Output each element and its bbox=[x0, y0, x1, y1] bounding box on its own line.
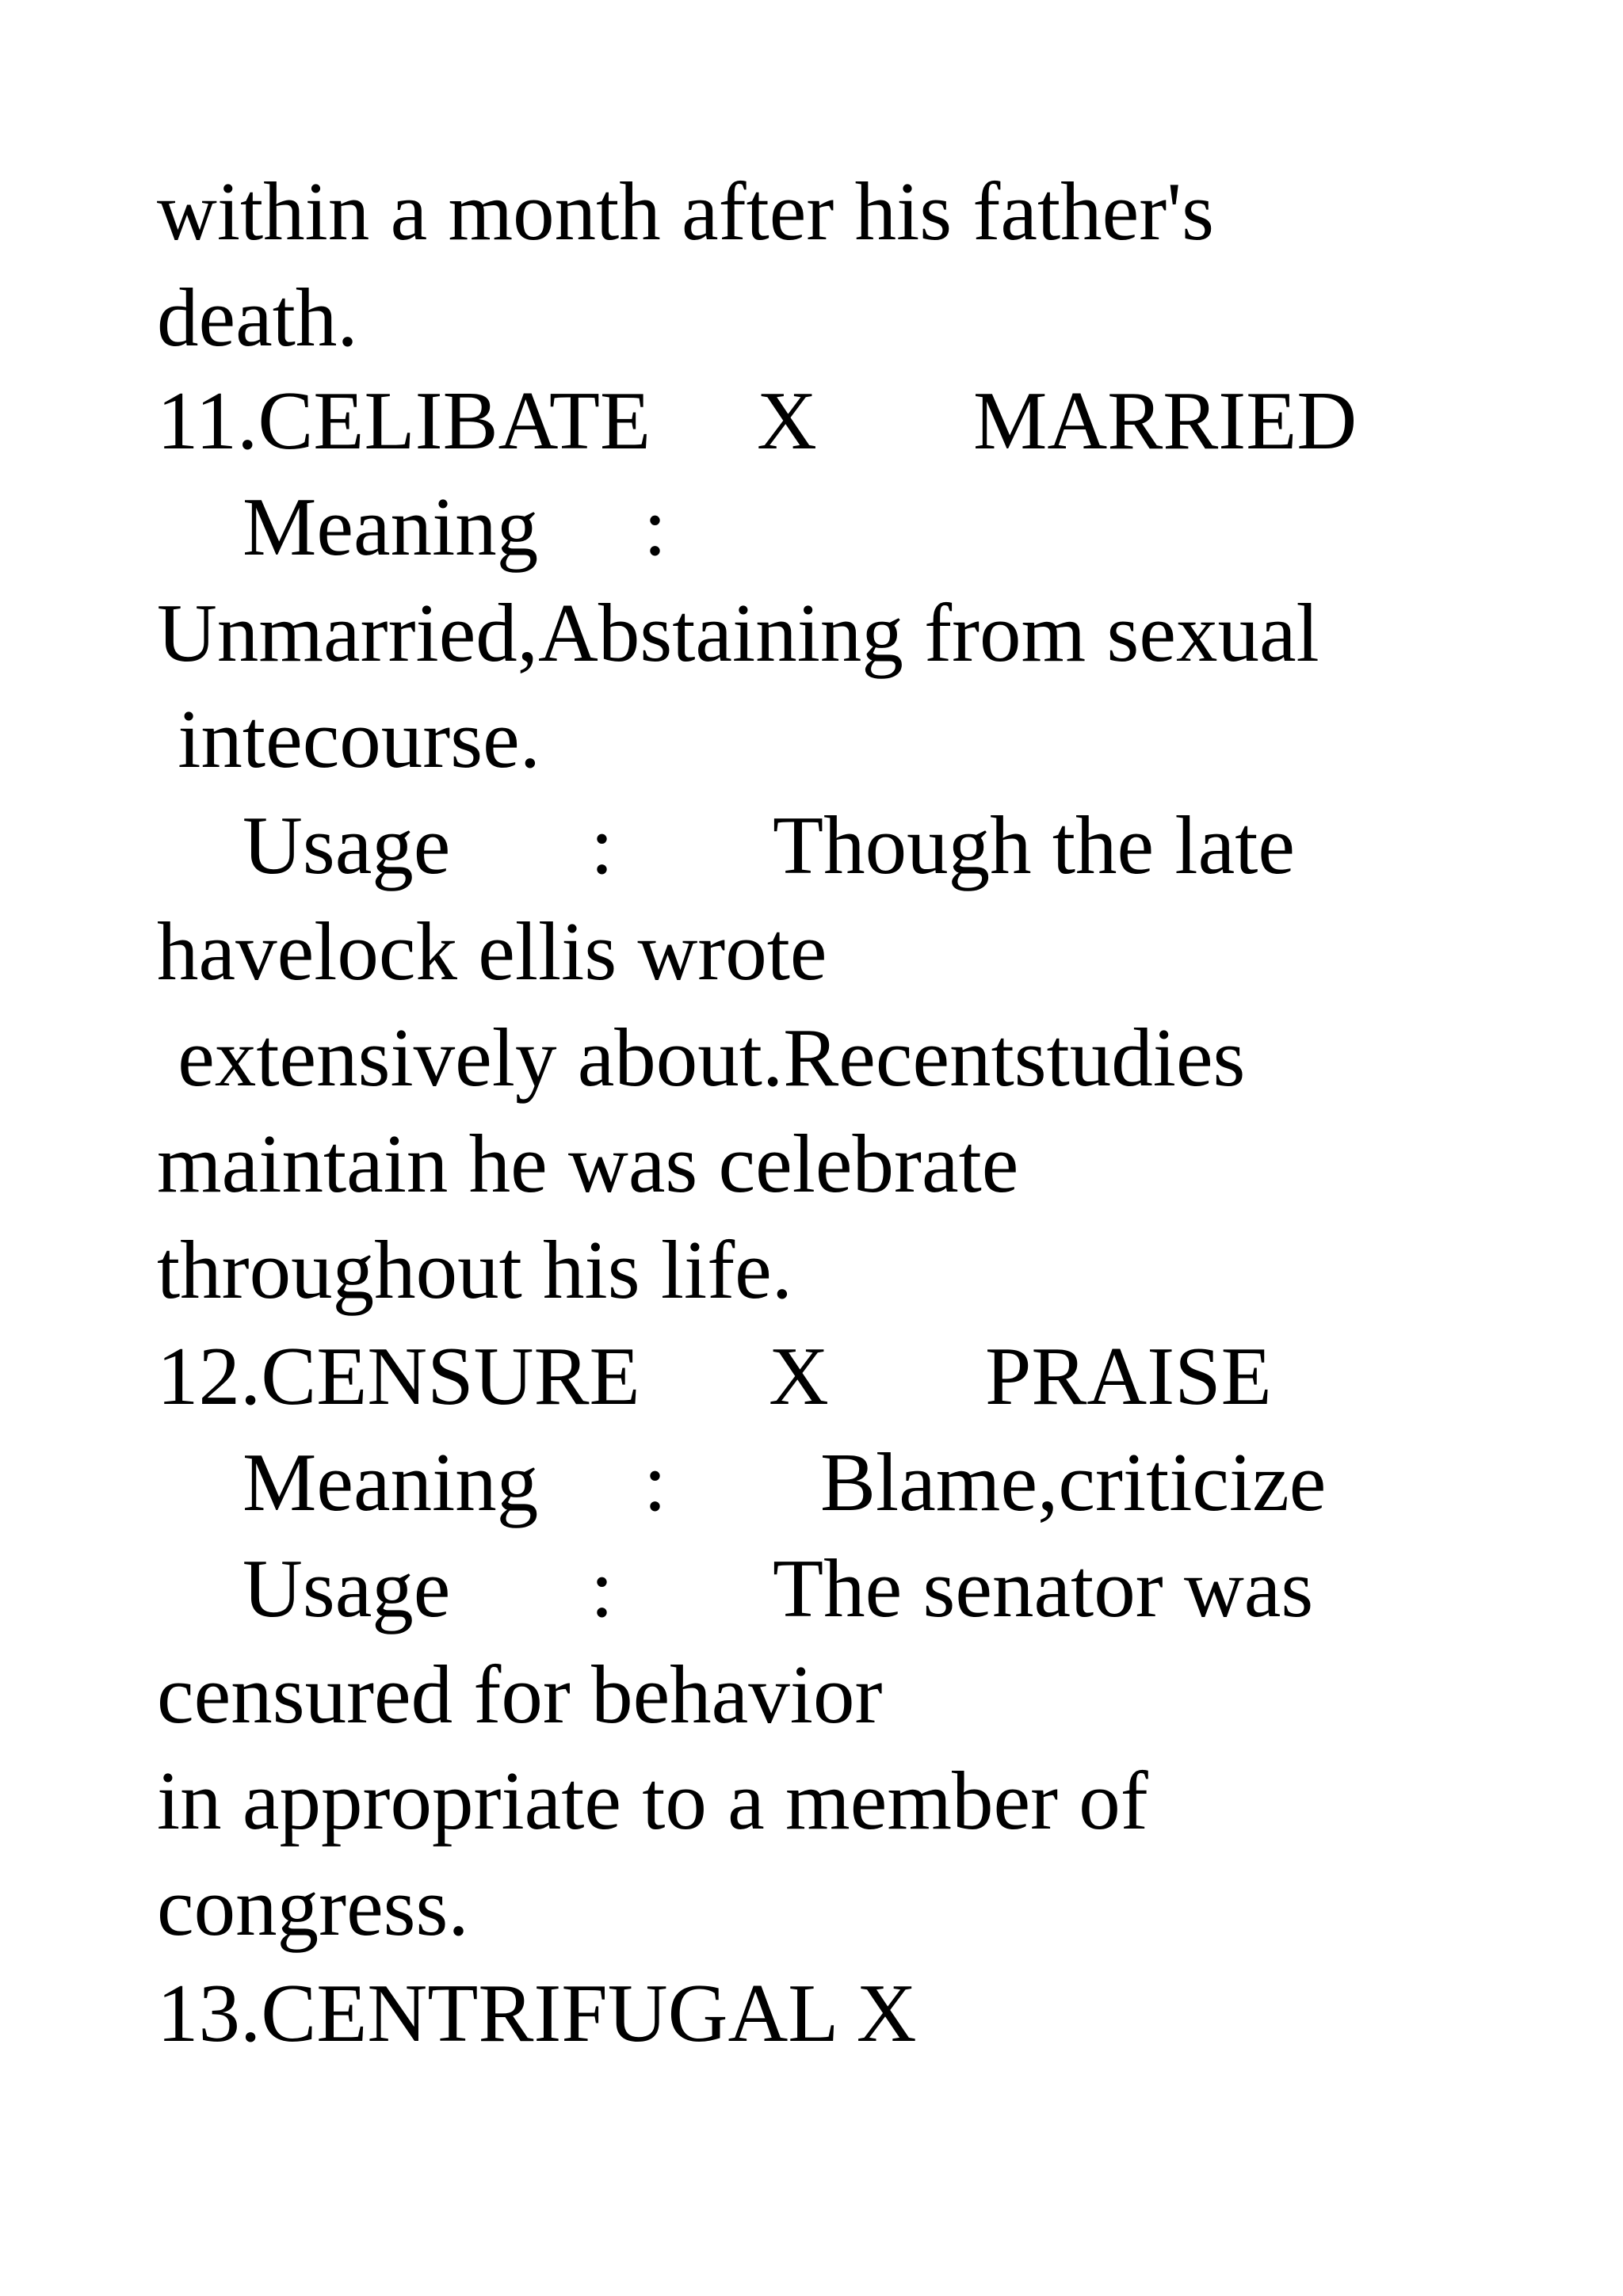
entry-11-meaning-label: Meaning bbox=[242, 480, 539, 573]
entry-12-meaning-label: Meaning bbox=[242, 1436, 539, 1528]
entry-11-usage-label: Usage bbox=[242, 799, 451, 891]
entry-12-usage-line-4: congress. bbox=[157, 1860, 469, 1953]
entry-11-usage-line-4: maintain he was celebrate bbox=[157, 1117, 1019, 1210]
entry-11-usage-colon: : bbox=[590, 799, 614, 891]
entry-11-word: 11.CELIBATE bbox=[157, 374, 651, 467]
text-line-continuation-end: death. bbox=[157, 271, 358, 364]
entry-12-meaning-text: Blame,criticize bbox=[820, 1436, 1327, 1528]
entry-11-meaning-text: Unmarried,Abstaining from sexual bbox=[157, 586, 1319, 679]
entry-12-usage-line-2: censured for behavior bbox=[157, 1648, 883, 1741]
entry-12-word: 12.CENSURE bbox=[157, 1329, 640, 1422]
entry-11-usage-line-3: extensively about.Recentstudies bbox=[157, 1011, 1246, 1104]
entry-12-separator: X bbox=[769, 1329, 829, 1422]
text-line-continuation: within a month after his father's bbox=[157, 165, 1214, 257]
entry-12-meaning-colon: : bbox=[643, 1436, 667, 1528]
entry-12-antonym: PRAISE bbox=[985, 1329, 1272, 1422]
entry-13-heading: 13.CENTRIFUGAL X bbox=[157, 1966, 917, 2059]
entry-12-usage-colon: : bbox=[590, 1542, 614, 1634]
entry-12-usage-line-3: in appropriate to a member of bbox=[157, 1754, 1148, 1847]
entry-11-usage-text: Though the late bbox=[773, 799, 1295, 891]
entry-12-usage-label: Usage bbox=[242, 1542, 451, 1634]
entry-11-meaning-text-cont: intecourse. bbox=[157, 692, 540, 785]
entry-11-antonym: MARRIED bbox=[973, 374, 1358, 467]
entry-11-meaning-colon: : bbox=[643, 480, 667, 573]
entry-11-usage-line-2: havelock ellis wrote bbox=[157, 905, 827, 997]
entry-11-separator: X bbox=[757, 374, 817, 467]
entry-11-usage-line-5: throughout his life. bbox=[157, 1223, 793, 1316]
entry-12-usage-text: The senator was bbox=[773, 1542, 1314, 1634]
